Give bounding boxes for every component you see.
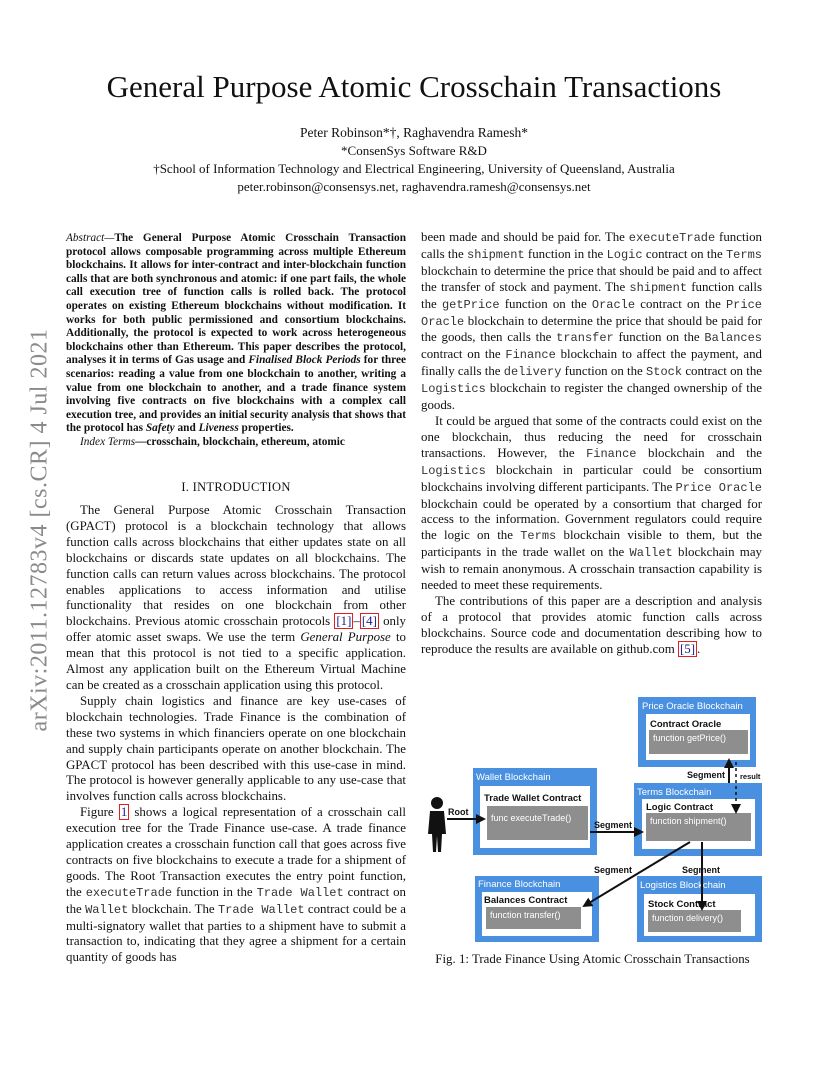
svg-text:Logic Contract: Logic Contract [646,802,714,813]
segment-label: Segment [594,820,633,830]
svg-text:Contract Oracle: Contract Oracle [650,719,722,730]
introduction-body-left [66,503,406,966]
citation-link[interactable]: [1] [336,614,352,629]
svg-text:Stock Contract: Stock Contract [648,899,716,910]
paragraph: It could be argued that some of the contracts could exist on the one blockchain, thus reducing the need for crosschain transactions. However, the Finance blockchain and the Logistics blockchain in particular could be consortium blockchains involving different participants. The Price Oracle blockchain could be operated by a consortium that charged for access to the information. Government regulators could require the logic on the Terms blockchain visible to them, but the participants in the trade wallet on the Wallet blockchain may wish to remain anonymous. A crosschain transaction capability is needed to meet these requirements. [421,413,762,593]
segment-label: Segment [687,770,726,780]
root-label: Root [448,807,469,817]
svg-text:Balances Contract: Balances Contract [484,895,568,906]
svg-text:function delivery(): function delivery() [652,913,724,923]
segment-label: Segment [682,865,721,875]
wallet-blockchain [473,768,597,855]
abstract-label: Abstract— [66,232,115,244]
index-terms: Index Terms—crosschain, blockchain, ethereum, atomic [80,435,345,448]
figure-caption: Fig. 1: Trade Finance Using Atomic Crosschain Transactions [435,952,750,966]
finance-blockchain [475,876,599,942]
svg-text:function getPrice(): function getPrice() [653,733,727,743]
svg-text:Trade Wallet Contract: Trade Wallet Contract [484,793,582,804]
author-list: Peter Robinson*†, Raghavendra Ramesh* [300,125,528,140]
svg-text:Finance Blockchain: Finance Blockchain [478,879,561,890]
paragraph: been made and should be paid for. The executeTrade function calls the shipment function in the Logic contract on the Terms blockchain to determine the price that should be paid and to affect the transfer of stock and payment. The shipment function calls the getPrice function on the Oracle contract on the Price Oracle blockchain to determine the price that should be paid for the goods, then calls the transfer function on the Balances contract on the Finance blockchain to affect the payment, and finally calls the delivery function on the Stock contract on the Logistics blockchain to register the changed ownership of the goods. [421,230,762,413]
svg-text:func executeTrade(): func executeTrade() [491,813,572,823]
figure-reference-link[interactable]: 1 [120,805,128,820]
segment-label: Segment [594,865,633,875]
paragraph: Figure 1 shows a logical representation of a crosschain call execution tree for the Trade Finance use-case. A trade finance application creates a crosschain function call that goes across five contracts on five blockchains to execute a trade for a shipment of goods. The Root Transaction executes the entry point function, the executeTrade function in the Trade Wallet contract on the Wallet blockchain. The Trade Wallet contract could be a multi-signatory wallet that parties to a shipment have to submit a transaction to, indicating that they agree a shipment for a certain quantity of goods has [66,805,406,965]
citation-link[interactable]: [4] [361,614,377,629]
introduction-body-right [421,230,762,658]
price-oracle-blockchain [638,697,756,767]
paper-title: General Purpose Atomic Crosschain Transactions [106,69,722,104]
citation-link[interactable]: [5] [680,641,696,656]
affiliation-uq: †School of Information Technology and Electrical Engineering, University of Queensland, Australia [153,161,675,176]
arxiv-sidebar [28,300,52,760]
svg-text:Logistics Blockchain: Logistics Blockchain [640,880,726,891]
affiliation-consensys: *ConsenSys Software R&D [341,143,487,158]
left-column [66,232,406,450]
svg-text:Terms Blockchain: Terms Blockchain [637,787,712,798]
arxiv-identifier: arXiv:2011.12783v4 [cs.CR] 4 Jul 2021 [26,328,53,732]
abstract: Abstract—The General Purpose Atomic Crosschain Transaction protocol allows composable programming across multiple Ethereum blockchains. It allows for inter-contract and inter-blockchain function calls that are both synchronous and atomic: if one part fails, the whole call execution tree of function calls is rolled back. The protocol operates on existing Ethereum blockchains without modification. It works for both public permissioned and consortium blockchains. Additionally, the protocol is expected to work across heterogeneous blockchains other than Ethereum. This paper describes the protocol, analyses it in terms of Gas usage and Finalised Block Periods for three scenarios: reading a value from one blockchain to another, writing a value from one blockchain to another, and a trade finance system involving five contracts on five blockchains with a complex call execution tree, and provides an initial security analysis that shows that the protocol has Safety and Liveness properties. [66,232,406,435]
paragraph: The General Purpose Atomic Crosschain Transaction (GPACT) protocol is a blockchain technology that allows function calls across blockchains that either updates state on all blockchains or discards state updates on all blockchains. The function calls can return values across blockchains. The protocol enables applications to access information and utilise functionality that resides on one blockchain from other blockchains. Previous atomic crosschain protocols [1] – [4] only offer atomic asset swaps. We use the term General Purpose to mean that this protocol is not tied to a specific application. Almost any application built on the Ethereum Virtual Machine can be created as a crosschain application using this protocol. [66,503,407,692]
author-emails: peter.robinson@consensys.net, raghavendra.ramesh@consensys.net [237,179,591,194]
svg-text:Price Oracle Blockchain: Price Oracle Blockchain [642,701,743,712]
terms-blockchain [634,783,762,856]
logistics-blockchain [637,876,762,942]
section-heading-introduction: I. INTRODUCTION [181,480,291,494]
svg-text:function transfer(): function transfer() [490,910,561,920]
figure-trade-finance-diagram [420,690,770,946]
result-label: result [740,772,761,781]
svg-text:function shipment(): function shipment() [650,816,727,826]
paragraph: Supply chain logistics and finance are key use-cases of blockchain technologies. Trade Finance is the combination of these two systems in which financiers operate on one blockchain and supply chain participants operate on another blockchain. The GPACT protocol has been described with this use-case in mind. The protocol is however generally applicable to any use-case that involves function calls across blockchains. [66,693,406,804]
svg-text:Wallet Blockchain: Wallet Blockchain [476,772,551,783]
paragraph: The contributions of this paper are a description and analysis of a protocol that provides atomic function calls across blockchains. Source code and documentation describing how to reproduce the results are available on github.com [5] . [421,593,762,656]
root-user-icon [428,797,446,852]
